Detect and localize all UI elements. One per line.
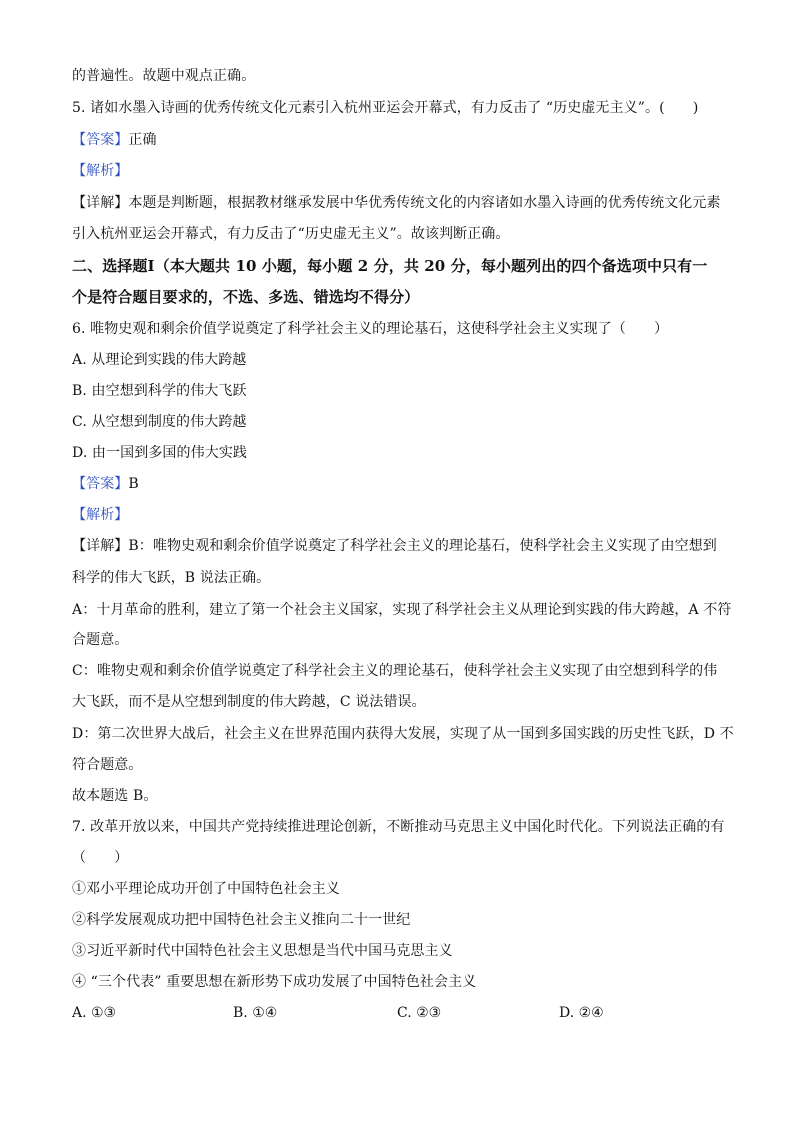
text-line: A：十月革命的胜利，建立了第一个社会主义国家，实现了科学社会主义从理论到实践的伟大跨越，A 不符 — [72, 602, 732, 618]
section-heading: 二、选择题Ⅰ（本大题共 10 小题，每小题 2 分，共 20 分，每小题列出的四个备选项中只有一 — [72, 257, 708, 275]
detail-line — [72, 193, 732, 213]
detail-tag: 【详解】 — [72, 195, 129, 211]
statement-4: ④ “三个代表” 重要思想在新形势下成功发展了中国特色社会主义 — [72, 974, 477, 990]
text-line: D：第二次世界大战后，社会主义在世界范围内获得大发展，实现了从一国到多国实践的历史性飞跃，D 不 — [72, 726, 734, 742]
section-heading-cont: 个是符合题目要求的，不选、多选、错选均不得分） — [72, 288, 420, 306]
answer-text: 正确 — [128, 132, 157, 148]
option-a: A. 从理论到实践的伟大跨越 — [72, 352, 247, 368]
analysis-line — [72, 161, 732, 181]
answer-line — [72, 474, 732, 494]
choice-c: C. ②③ — [397, 1005, 442, 1021]
question-7: 7. 改革开放以来，中国共产党持续推进理论创新，不断推动马克思主义中国化时代化。下列说法正确的有 — [72, 819, 725, 835]
statement-2: ②科学发展观成功把中国特色社会主义推向二十一世纪 — [72, 912, 411, 928]
text-line: C：唯物史观和剩余价值学说奠定了科学社会主义的理论基石，使科学社会主义实现了由空想到科学的伟 — [72, 663, 718, 679]
option-b: B. 由空想到科学的伟大飞跃 — [72, 383, 247, 399]
choice-a: A. ①③ — [72, 1005, 117, 1021]
text-line: 故本题选 B。 — [72, 788, 158, 804]
option-c: C. 从空想到制度的伟大跨越 — [72, 414, 247, 430]
question-5: 5. 诸如水墨入诗画的优秀传统文化元素引入杭州亚运会开幕式，有力反击了 “历史虚无主义”。( ) — [72, 100, 699, 116]
statement-1: ①邓小平理论成功开创了中国特色社会主义 — [72, 881, 340, 897]
answer-line — [72, 130, 732, 150]
text-line: 引入杭州亚运会开幕式，有力反击了“历史虚无主义”。故该判断正确。 — [72, 226, 510, 242]
option-d: D. 由一国到多国的伟大实践 — [72, 445, 248, 461]
answer-tag: 【答案】 — [72, 476, 129, 492]
answer-text: B — [128, 476, 139, 492]
analysis-tag: 【解析】 — [72, 163, 129, 179]
text-line: 大飞跃，而不是从空想到制度的伟大跨越，C 说法错误。 — [72, 694, 426, 710]
question-6: 6. 唯物史观和剩余价值学说奠定了科学社会主义的理论基石，这使科学社会主义实现了（ ） — [72, 321, 669, 337]
text-line: 的普遍性。故题中观点正确。 — [72, 68, 256, 84]
statement-3: ③习近平新时代中国特色社会主义思想是当代中国马克思主义 — [72, 943, 453, 959]
analysis-tag: 【解析】 — [72, 507, 129, 523]
detail-text: 本题是判断题，根据教材继承发展中华优秀传统文化的内容诸如水墨入诗画的优秀传统文化元素 — [128, 195, 721, 211]
analysis-line — [72, 505, 732, 525]
answer-tag: 【答案】 — [72, 132, 129, 148]
choice-d: D. ②④ — [559, 1005, 604, 1021]
detail-tag: 【详解】 — [72, 538, 129, 554]
text-line: 合题意。 — [72, 632, 129, 648]
choice-b: B. ①④ — [233, 1005, 278, 1021]
text-line: 符合题意。 — [72, 757, 143, 773]
text-line: 科学的伟大飞跃，B 说法正确。 — [72, 570, 271, 586]
detail-text: B：唯物史观和剩余价值学说奠定了科学社会主义的理论基石，使科学社会主义实现了由空想到 — [128, 538, 717, 554]
question-7-bracket: （ ） — [72, 850, 129, 866]
detail-line — [72, 536, 732, 556]
